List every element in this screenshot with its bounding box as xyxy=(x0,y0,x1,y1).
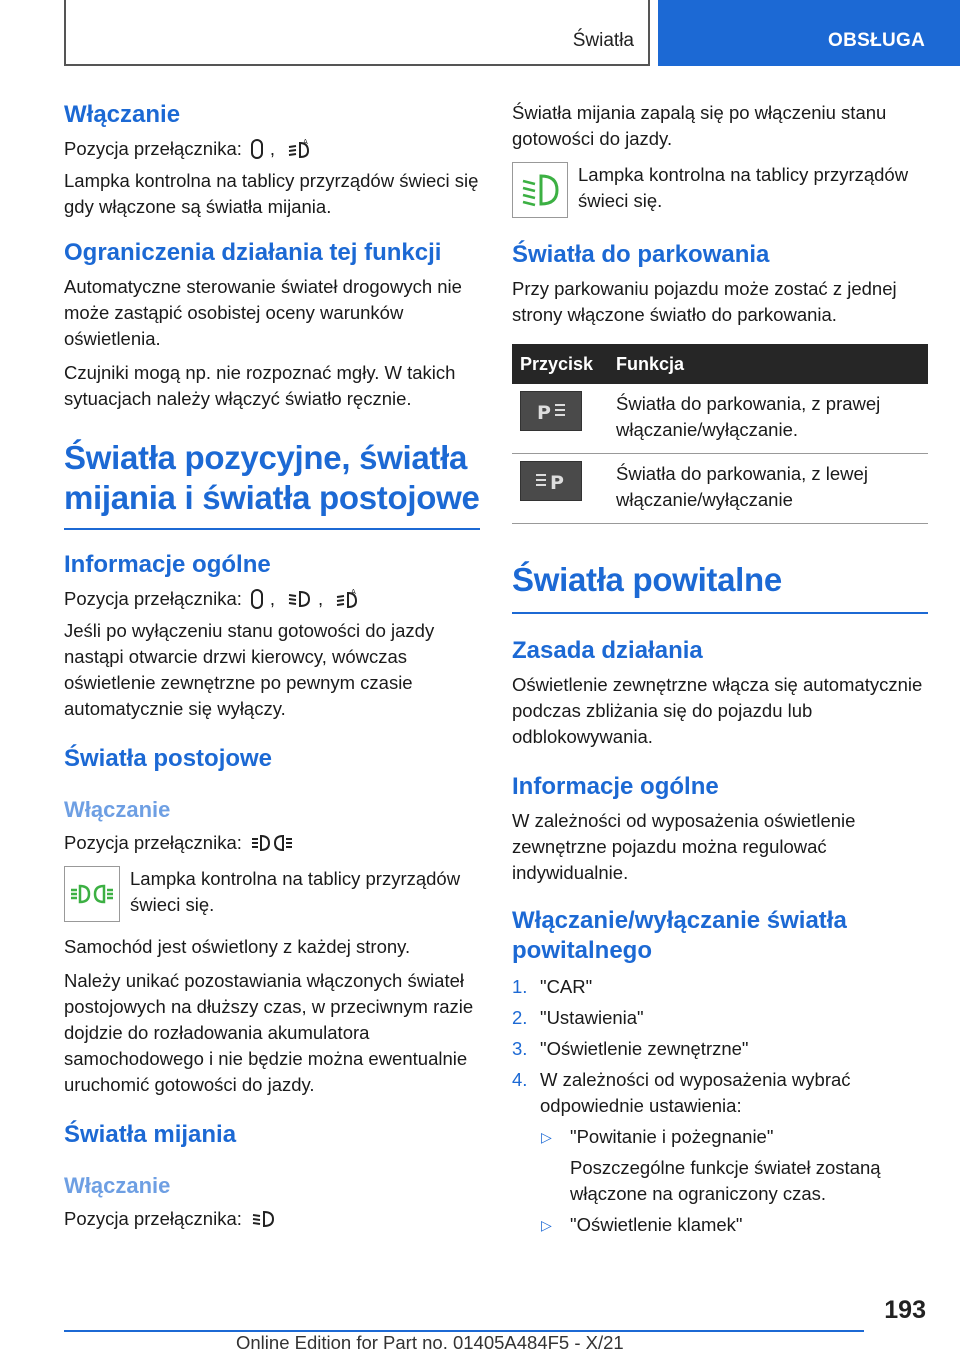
parking-right-icon xyxy=(533,398,569,424)
indicator-box xyxy=(512,162,568,218)
off-switch-icon xyxy=(250,138,264,160)
paragraph-oswietlenie: Oświetlenie zewnętrzne włącza się automatycznie podczas zbliżania się do pojazdu lub odblokowywania. xyxy=(512,674,923,747)
heading-informacje: Informacje ogólne xyxy=(64,551,271,578)
switch-position-line-2 xyxy=(64,586,480,612)
heading-rule xyxy=(64,528,480,530)
paragraph-zaleznosci: W zależności od wyposażenia oświetlenie zewnętrzne pojazdu można regulować indywidualnie. xyxy=(512,810,856,883)
sub-list-item xyxy=(540,1212,928,1238)
step-text: "CAR" xyxy=(540,976,593,997)
parking-light-icon xyxy=(250,832,294,854)
heading-swiatla-pozycyjne: Światła pozycyjne, światła mijania i światła postojowe xyxy=(64,439,480,516)
page-number: 193 xyxy=(884,1296,926,1324)
off-switch-icon xyxy=(250,588,264,610)
low-beam-icon xyxy=(286,588,312,610)
list-item xyxy=(512,1036,928,1062)
comma: , xyxy=(269,138,276,159)
svg-text:P: P xyxy=(537,402,551,424)
indicator-text: Lampka kontrolna na tablicy przyrządów świeci się. xyxy=(130,868,461,915)
sub-item-text: "Powitanie i pożegnanie" xyxy=(570,1126,774,1147)
heading-rule xyxy=(512,612,928,614)
heading-postojowe: Światła postojowe xyxy=(64,745,273,772)
header-box xyxy=(64,0,650,66)
switch-position-label: Pozycja przełącznika: xyxy=(64,138,242,159)
parking-indicator-icon xyxy=(69,882,115,906)
comma: , xyxy=(318,588,324,609)
subheading-wlaczanie: Włączanie xyxy=(64,797,171,822)
steps-list xyxy=(512,974,928,1238)
function-cell: Światła do parkowania, z lewej włączanie/wyłączanie xyxy=(608,454,928,524)
triangle-bullet-icon: ▷ xyxy=(541,1129,552,1145)
low-beam-indicator-icon xyxy=(519,169,561,211)
subheading-wlaczanie-mijania: Włączanie xyxy=(64,1173,171,1198)
indicator-row-low-beam xyxy=(512,162,928,218)
triangle-bullet-icon: ▷ xyxy=(541,1217,552,1233)
switch-position-line-3 xyxy=(64,830,480,856)
paragraph-zapala: Światła mijania zapalą się po włączeniu stanu gotowości do jazdy. xyxy=(512,102,887,149)
heading-swiatla-powitalne: Światła powitalne xyxy=(512,561,782,598)
section-tab[interactable] xyxy=(658,0,960,66)
parking-right-button[interactable] xyxy=(520,391,582,431)
table-row xyxy=(512,384,928,454)
switch-position-label: Pozycja przełącznika: xyxy=(64,588,242,609)
auto-light-icon xyxy=(286,138,312,160)
step-number: 3. xyxy=(512,1038,528,1059)
function-cell: Światła do parkowania, z prawej włączanie/wyłączanie. xyxy=(608,384,928,454)
auto-light-icon xyxy=(334,588,360,610)
switch-position-line xyxy=(64,136,480,162)
step-number: 1. xyxy=(512,976,528,997)
sub-list xyxy=(540,1124,928,1238)
indicator-row xyxy=(64,866,480,922)
heading-parkowania: Światła do parkowania xyxy=(512,241,770,268)
svg-text:A: A xyxy=(351,588,356,596)
switch-position-label: Pozycja przełącznika: xyxy=(64,832,242,853)
step-text: "Ustawienia" xyxy=(540,1007,644,1028)
step-number: 2. xyxy=(512,1007,528,1028)
list-item xyxy=(512,1067,928,1238)
right-column xyxy=(512,100,928,1243)
low-beam-icon xyxy=(250,1208,276,1230)
svg-text:A: A xyxy=(303,138,308,146)
paragraph-samochod: Samochód jest oświetlony z każdej strony. xyxy=(64,936,411,957)
heading-informacje-ogolne: Informacje ogólne xyxy=(512,773,719,800)
paragraph-czujniki: Czujniki mogą np. nie rozpoznać mgły. W takich sytuacjach należy włączyć światło ręcznie. xyxy=(64,362,456,409)
list-item xyxy=(512,974,928,1000)
left-column xyxy=(64,100,480,1232)
sub-item-text: "Oświetlenie klamek" xyxy=(570,1214,743,1235)
section-label: OBSŁUGA xyxy=(828,30,926,51)
switch-position-label: Pozycja przełącznika: xyxy=(64,1208,242,1229)
heading-wlacz-wylacz: Włączanie/wyłączanie światła powitalnego xyxy=(512,907,847,964)
parking-left-icon xyxy=(533,468,569,494)
col-header-function: Funkcja xyxy=(608,344,928,384)
col-header-button: Przycisk xyxy=(512,344,608,384)
indicator-text: Lampka kontrolna na tablicy przyrządów świeci się. xyxy=(578,164,909,211)
paragraph-przy: Przy parkowaniu pojazdu może zostać z jednej strony włączone światło do parkowania. xyxy=(512,278,897,325)
step-number: 4. xyxy=(512,1069,528,1090)
paragraph-lampka-mijania: Lampka kontrolna na tablicy przyrządów świeci się gdy włączone są światła mijania. xyxy=(64,170,479,217)
sub-list-item xyxy=(540,1124,928,1207)
heading-ograniczenia: Ograniczenia działania tej funkcji xyxy=(64,239,442,266)
svg-text:P: P xyxy=(550,472,564,494)
heading-zasada: Zasada działania xyxy=(512,637,703,664)
heading-wlaczanie: Włączanie xyxy=(64,101,181,128)
table-row xyxy=(512,454,928,524)
sub-item-note: Poszczególne funkcje świateł zostaną włączone na ograniczony czas. xyxy=(570,1157,881,1204)
indicator-box xyxy=(64,866,120,922)
paragraph-automatyczne: Automatyczne sterowanie świateł drogowych nie może zastąpić osobistej oceny warunków oświetlenia. xyxy=(64,276,462,349)
paragraph-nalezy: Należy unikać pozostawiania włączonych świateł postojowych na dłuższy czas, w przeciwnym razie dojdzie do rozładowania akumulatora samochodowego i nie będzie można ewentualnie uruchomić gotowości do jazdy. xyxy=(64,970,474,1095)
footer-edition: Online Edition for Part no. 01405A484F5 - X/21 xyxy=(236,1332,624,1353)
switch-position-line-4 xyxy=(64,1206,480,1232)
paragraph-jesli: Jeśli po wyłączeniu stanu gotowości do jazdy nastąpi otwarcie drzwi kierowcy, wówczas oświetlenie zewnętrzne po pewnym czasie automatycznie się wyłączy. xyxy=(64,620,435,719)
step-text: W zależności od wyposażenia wybrać odpowiednie ustawienia: xyxy=(540,1069,851,1116)
parking-table xyxy=(512,344,928,524)
comma: , xyxy=(269,588,276,609)
list-item xyxy=(512,1005,928,1031)
parking-left-button[interactable] xyxy=(520,461,582,501)
chapter-title: Światła xyxy=(572,30,634,51)
step-text: "Oświetlenie zewnętrzne" xyxy=(540,1038,749,1059)
heading-mijania: Światła mijania xyxy=(64,1121,237,1148)
